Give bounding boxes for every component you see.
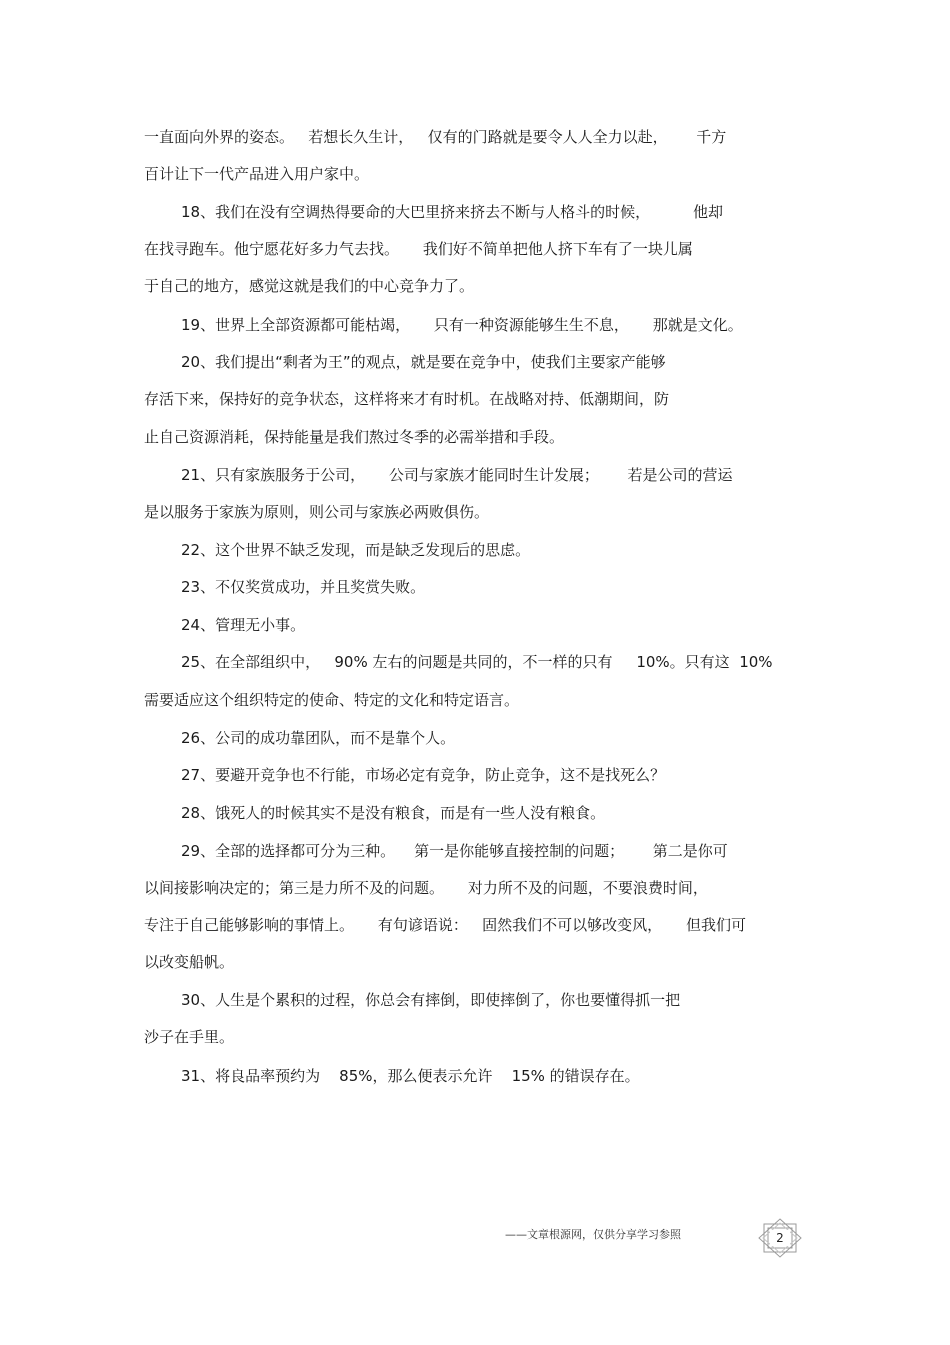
text-line: 24、管理无小事。 (181, 616, 306, 634)
text-line: 存活下来，保持好的竞争状态，这样将来才有时机。在战略对持、低潮期间，防 (144, 390, 670, 408)
text-line: 31、将良品率预约为 85%，那么便表示允许 15% 的错误存在。 (181, 1067, 640, 1085)
text-line: 以改变船帆。 (144, 953, 235, 971)
text-line: 百计让下一代产品进入用户家中。 (144, 165, 370, 183)
text-line: 28、饿死人的时候其实不是没有粮食，而是有一些人没有粮食。 (181, 804, 606, 822)
text-line: 23、不仅奖赏成功，并且奖赏失败。 (181, 578, 426, 596)
text-line: 于自己的地方，感觉这就是我们的中心竞争力了。 (144, 277, 475, 295)
text-line: 专注于自己能够影响的事情上。 有句谚语说： 固然我们不可以够改变风， 但我们可 (144, 916, 746, 934)
text-line: 以间接影响决定的；第三是力所不及的问题。 对力所不及的问题，不要浪费时间， (144, 879, 708, 897)
text-line: 22、这个世界不缺乏发现，而是缺乏发现后的思虑。 (181, 541, 531, 559)
text-line: 一直面向外界的姿态。 若想长久生计， 仅有的门路就是要令人人全力以赴， 千方 (144, 128, 727, 146)
text-line: 18、我们在没有空调热得要命的大巴里挤来挤去不断与人格斗的时候， 他却 (181, 203, 724, 221)
text-line: 沙子在手里。 (144, 1028, 235, 1046)
text-line: 27、要避开竞争也不行能，市场必定有竞争，防止竞争，这不是找死么？ (181, 766, 666, 784)
page-number: 2 (776, 1231, 784, 1245)
text-line: 21、只有家族服务于公司， 公司与家族才能同时生计发展； 若是公司的营运 (181, 466, 733, 484)
text-line: 19、世界上全部资源都可能枯竭， 只有一种资源能够生生不息， 那就是文化。 (181, 316, 743, 334)
text-line: 在找寻跑车。他宁愿花好多力气去找。 我们好不简单把他人挤下车有了一块儿属 (144, 240, 693, 258)
text-line: 26、公司的成功靠团队，而不是靠个人。 (181, 729, 456, 747)
text-line: 止自己资源消耗，保持能量是我们熬过冬季的必需举措和手段。 (144, 428, 565, 446)
text-line: 30、人生是个累积的过程，你总会有摔倒，即使摔倒了，你也要懂得抓一把 (181, 991, 681, 1009)
text-line: 20、我们提出“剩者为王”的观点，就是要在竞争中，使我们主要家产能够 (181, 353, 666, 371)
text-line: 25、在全部组织中， 90% 左右的问题是共同的，不一样的只有 10%。只有这 10% (181, 653, 773, 671)
text-line: 29、全部的选择都可分为三种。 第一是你能够直接控制的问题； 第二是你可 (181, 842, 728, 860)
page-number-badge (756, 1218, 804, 1258)
footer-note: ——文章根源网，仅供分享学习参照 (505, 1228, 681, 1241)
text-line: 需要适应这个组织特定的使命、特定的文化和特定语言。 (144, 691, 520, 709)
text-line: 是以服务于家族为原则，则公司与家族必两败俱伤。 (144, 503, 490, 521)
